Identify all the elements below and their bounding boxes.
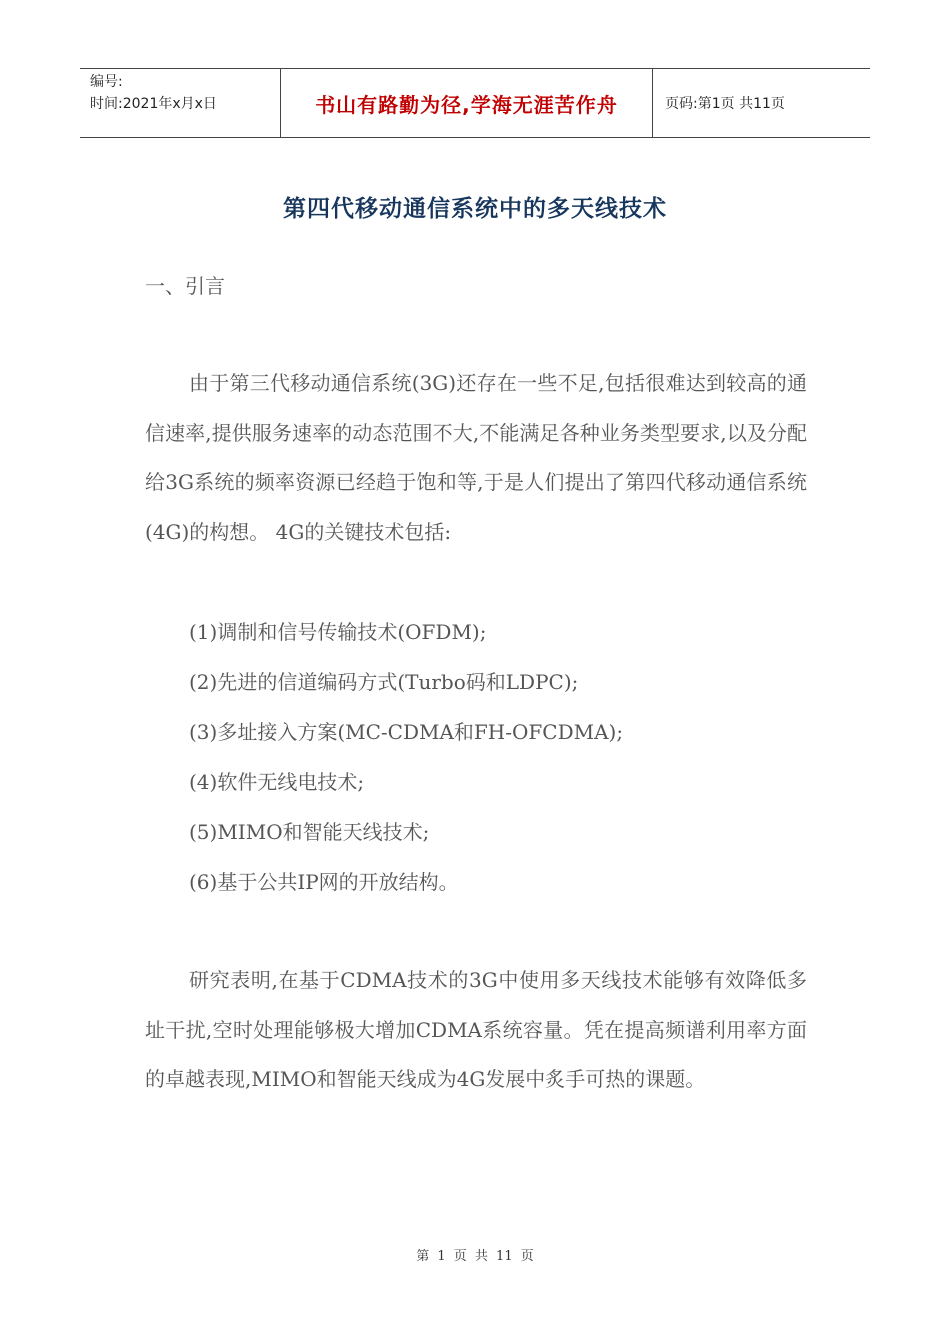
document-title: 第四代移动通信系统中的多天线技术: [283, 196, 667, 222]
list-item: (6)基于公共IP网的开放结构。: [189, 870, 459, 894]
paragraph-research: 研究表明,在基于CDMA技术的3G中使用多天线技术能够有效降低多址干扰,空时处理能够极大增加CDMA系统容量。凭在提高频谱利用率方面的卓越表现,MIMO和智能天线成为4G发展中炙手可热的课题。: [145, 968, 807, 1091]
list-item: (5)MIMO和智能天线技术;: [189, 820, 430, 844]
list-item: (4)软件无线电技术;: [189, 770, 365, 794]
list-item: (2)先进的信道编码方式(Turbo码和LDPC);: [189, 670, 579, 694]
paragraph-intro: 由于第三代移动通信系统(3G)还存在一些不足,包括很难达到较高的通信速率,提供服务速率的动态范围不大,不能满足各种业务类型要求,以及分配给3G系统的频率资源已经趋于饱和等,于是人们提出了第四代移动通信系统(4G)的构想。 4G的关键技术包括:: [145, 371, 807, 544]
date-line: 时间:2021年x月x日: [90, 96, 217, 112]
header-page-info: [653, 69, 870, 137]
page-footer: 第 1 页 共 11 页: [416, 1249, 534, 1264]
number-label: 编号:: [90, 74, 123, 90]
page-info-text: 页码:第1页 共11页: [665, 96, 785, 112]
motto-text: 书山有路勤为径,学海无涯苦作舟: [315, 92, 618, 117]
section-heading: 一、引言: [145, 274, 225, 298]
list-item: (3)多址接入方案(MC-CDMA和FH-OFCDMA);: [189, 720, 624, 744]
header-meta: [80, 69, 280, 137]
header-motto: [280, 69, 653, 137]
list-item: (1)调制和信号传输技术(OFDM);: [189, 620, 487, 644]
key-technology-list: [189, 607, 623, 907]
document-header: [80, 68, 870, 138]
